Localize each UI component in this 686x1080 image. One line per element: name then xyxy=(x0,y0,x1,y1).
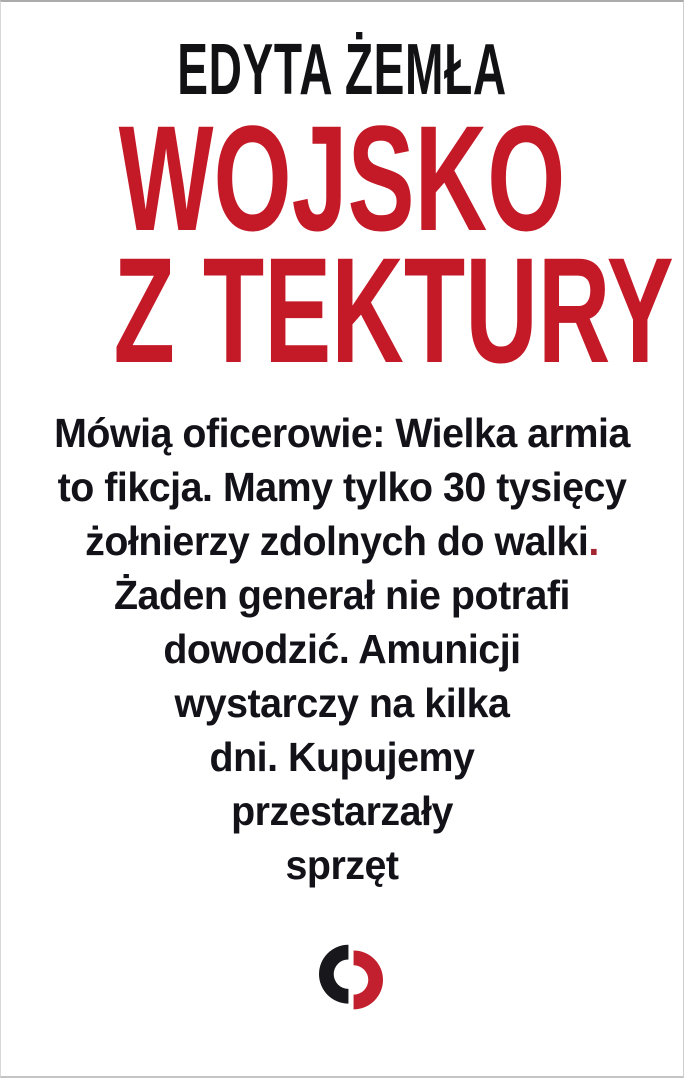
blurb-line-text: Mówią oficerowie: Wielka armia xyxy=(54,410,630,456)
blurb-line-text: to fikcja. Mamy tylko 30 tysięcy xyxy=(57,464,627,510)
blurb-line-text: wystarczy na kilka xyxy=(174,680,510,726)
logo-left-half xyxy=(319,945,348,1004)
blurb-line xyxy=(15,406,670,460)
book-title xyxy=(1,94,683,394)
blurb-line xyxy=(15,676,670,730)
blurb-text xyxy=(1,406,683,892)
blurb-line xyxy=(15,460,670,514)
blurb-line-text: sprzęt xyxy=(285,842,399,888)
blurb-line xyxy=(15,568,670,622)
blurb-line xyxy=(15,514,670,568)
publisher-ring-icon xyxy=(319,943,383,1013)
blurb-line xyxy=(15,622,670,676)
blurb-line-text: dni. Kupujemy xyxy=(209,734,475,780)
blurb-line-text: przestarzały xyxy=(231,788,453,834)
blurb-line-text: dowodzić. Amunicji xyxy=(163,626,521,672)
title-line-1: WOJSKO xyxy=(118,94,566,262)
blurb-line xyxy=(15,784,670,838)
author-name: EDYTA ŻEMŁA xyxy=(177,30,507,110)
red-period: . xyxy=(588,518,599,564)
blurb-line-text: Żaden generał nie potrafi xyxy=(113,572,571,618)
blurb-line xyxy=(15,730,670,784)
blurb-line-text: żołnierzy zdolnych do walki xyxy=(85,518,589,564)
publisher-logo xyxy=(1,943,683,1013)
logo-right-half xyxy=(354,950,383,1009)
blurb-line xyxy=(15,838,670,892)
title-line-2: Z TEKTURY xyxy=(113,226,674,394)
